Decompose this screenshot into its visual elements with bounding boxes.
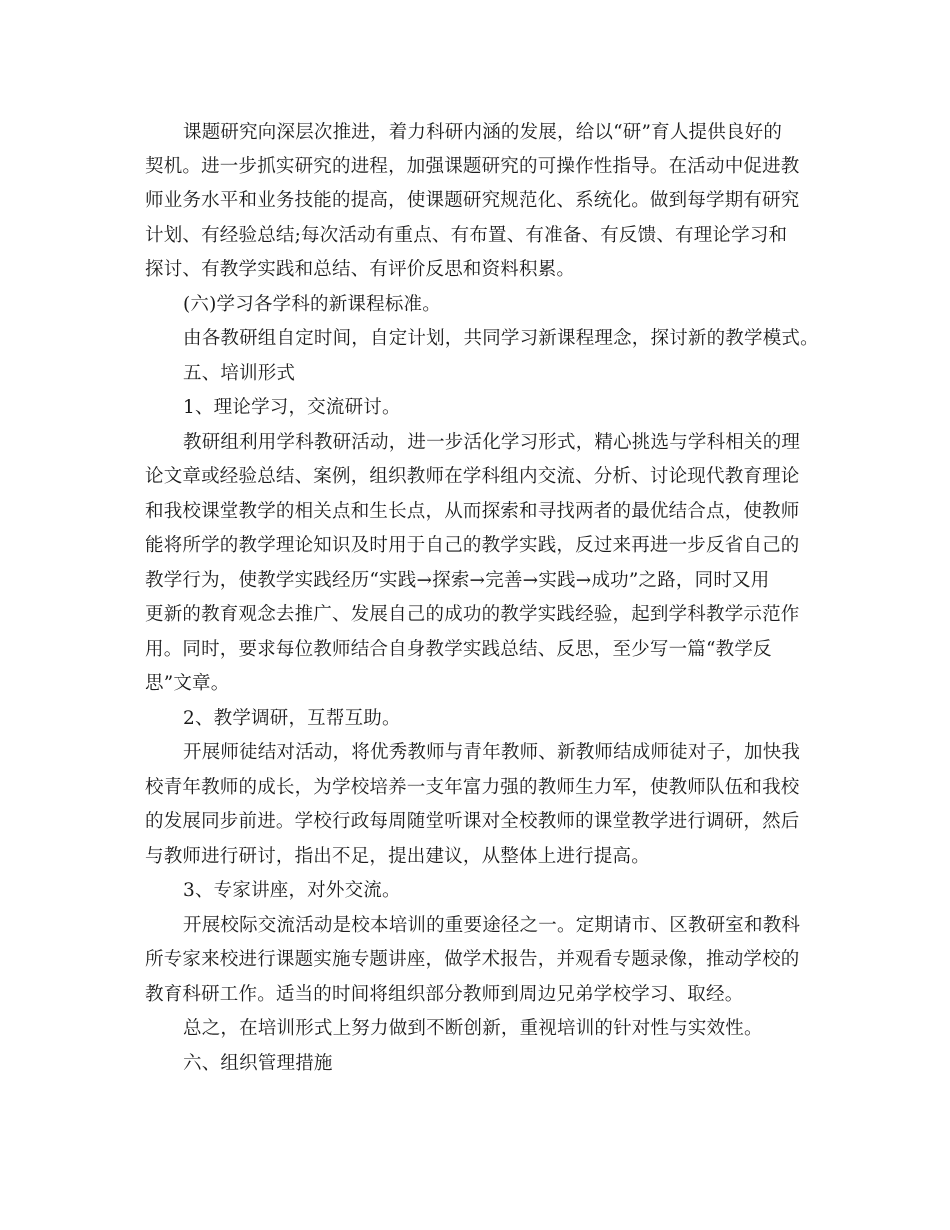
paragraph-line: 思”文章。: [145, 673, 230, 694]
paragraph-line: 教研组利用学科教研活动，进一步活化学习形式，精心挑选与学科相关的理: [183, 432, 801, 453]
paragraph-line: 能将所学的教学理论知识及时用于自己的教学实践，反过来再进一步反省自己的: [145, 535, 800, 556]
section-heading: 五、培训形式: [183, 363, 296, 384]
paragraph-line: 契机。进一步抓实研究的进程，加强课题研究的可操作性指导。在活动中促进教: [145, 156, 800, 177]
paragraph-line: 所专家来校进行课题实施专题讲座，做学术报告，并观看专题录像，推动学校的: [145, 949, 800, 970]
paragraph-line: 与教师进行研讨，指出不足，提出建议，从整体上进行提高。: [145, 846, 650, 867]
paragraph-line: 教育科研工作。适当的时间将组织部分教师到周边兄弟学校学习、取经。: [145, 984, 744, 1005]
paragraph-line: 总之，在培训形式上努力做到不断创新，重视培训的针对性与实效性。: [183, 1018, 763, 1039]
paragraph-line: 计划、有经验总结;每次活动有重点、有布置、有准备、有反馈、有理论学习和: [145, 225, 788, 246]
paragraph-line: 论文章或经验总结、案例，组织教师在学科组内交流、分析、讨论现代教育理论: [145, 466, 800, 487]
subsection-heading: 2、教学调研，互帮互助。: [183, 708, 401, 729]
paragraph-line: 课题研究向深层次推进，着力科研内涵的发展，给以“研”育人提供良好的: [183, 122, 783, 143]
paragraph-line: 师业务水平和业务技能的提高，使课题研究规范化、系统化。做到每学期有研究: [145, 190, 800, 211]
paragraph-line: 开展师徒结对活动，将优秀教师与青年教师、新教师结成师徒对子，加快我: [183, 742, 801, 763]
section-heading: (六)学习各学科的新课程标准。: [183, 294, 441, 315]
paragraph-line: 探讨、有教学实践和总结、有评价反思和资料积累。: [145, 259, 576, 280]
subsection-heading: 3、专家讲座，对外交流。: [183, 880, 401, 901]
paragraph-line: 校青年教师的成长，为学校培养一支年富力强的教师生力军，使教师队伍和我校: [145, 777, 800, 798]
section-heading: 六、组织管理措施: [183, 1053, 333, 1074]
paragraph-line: 的发展同步前进。学校行政每周随堂听课对全校教师的课堂教学进行调研，然后: [145, 811, 800, 832]
paragraph-line: 用。同时，要求每位教师结合自身教学实践总结、反思，至少写一篇“教学反: [145, 639, 772, 660]
paragraph-line: 和我校课堂教学的相关点和生长点，从而探索和寻找两者的最优结合点，使教师: [145, 501, 800, 522]
subsection-heading: 1、理论学习，交流研讨。: [183, 397, 401, 418]
paragraph-line: 教学行为，使教学实践经历“实践→探索→完善→实践→成功”之路，同时又用: [145, 570, 770, 591]
paragraph-line: 开展校际交流活动是校本培训的重要途径之一。定期请市、区教研室和教科: [183, 915, 801, 936]
paragraph-line: 更新的教育观念去推广、发展自己的成功的教学实践经验，起到学科教学示范作: [145, 604, 800, 625]
paragraph-line: 由各教研组自定时间，自定计划，共同学习新课程理念，探讨新的教学模式。: [183, 328, 819, 349]
